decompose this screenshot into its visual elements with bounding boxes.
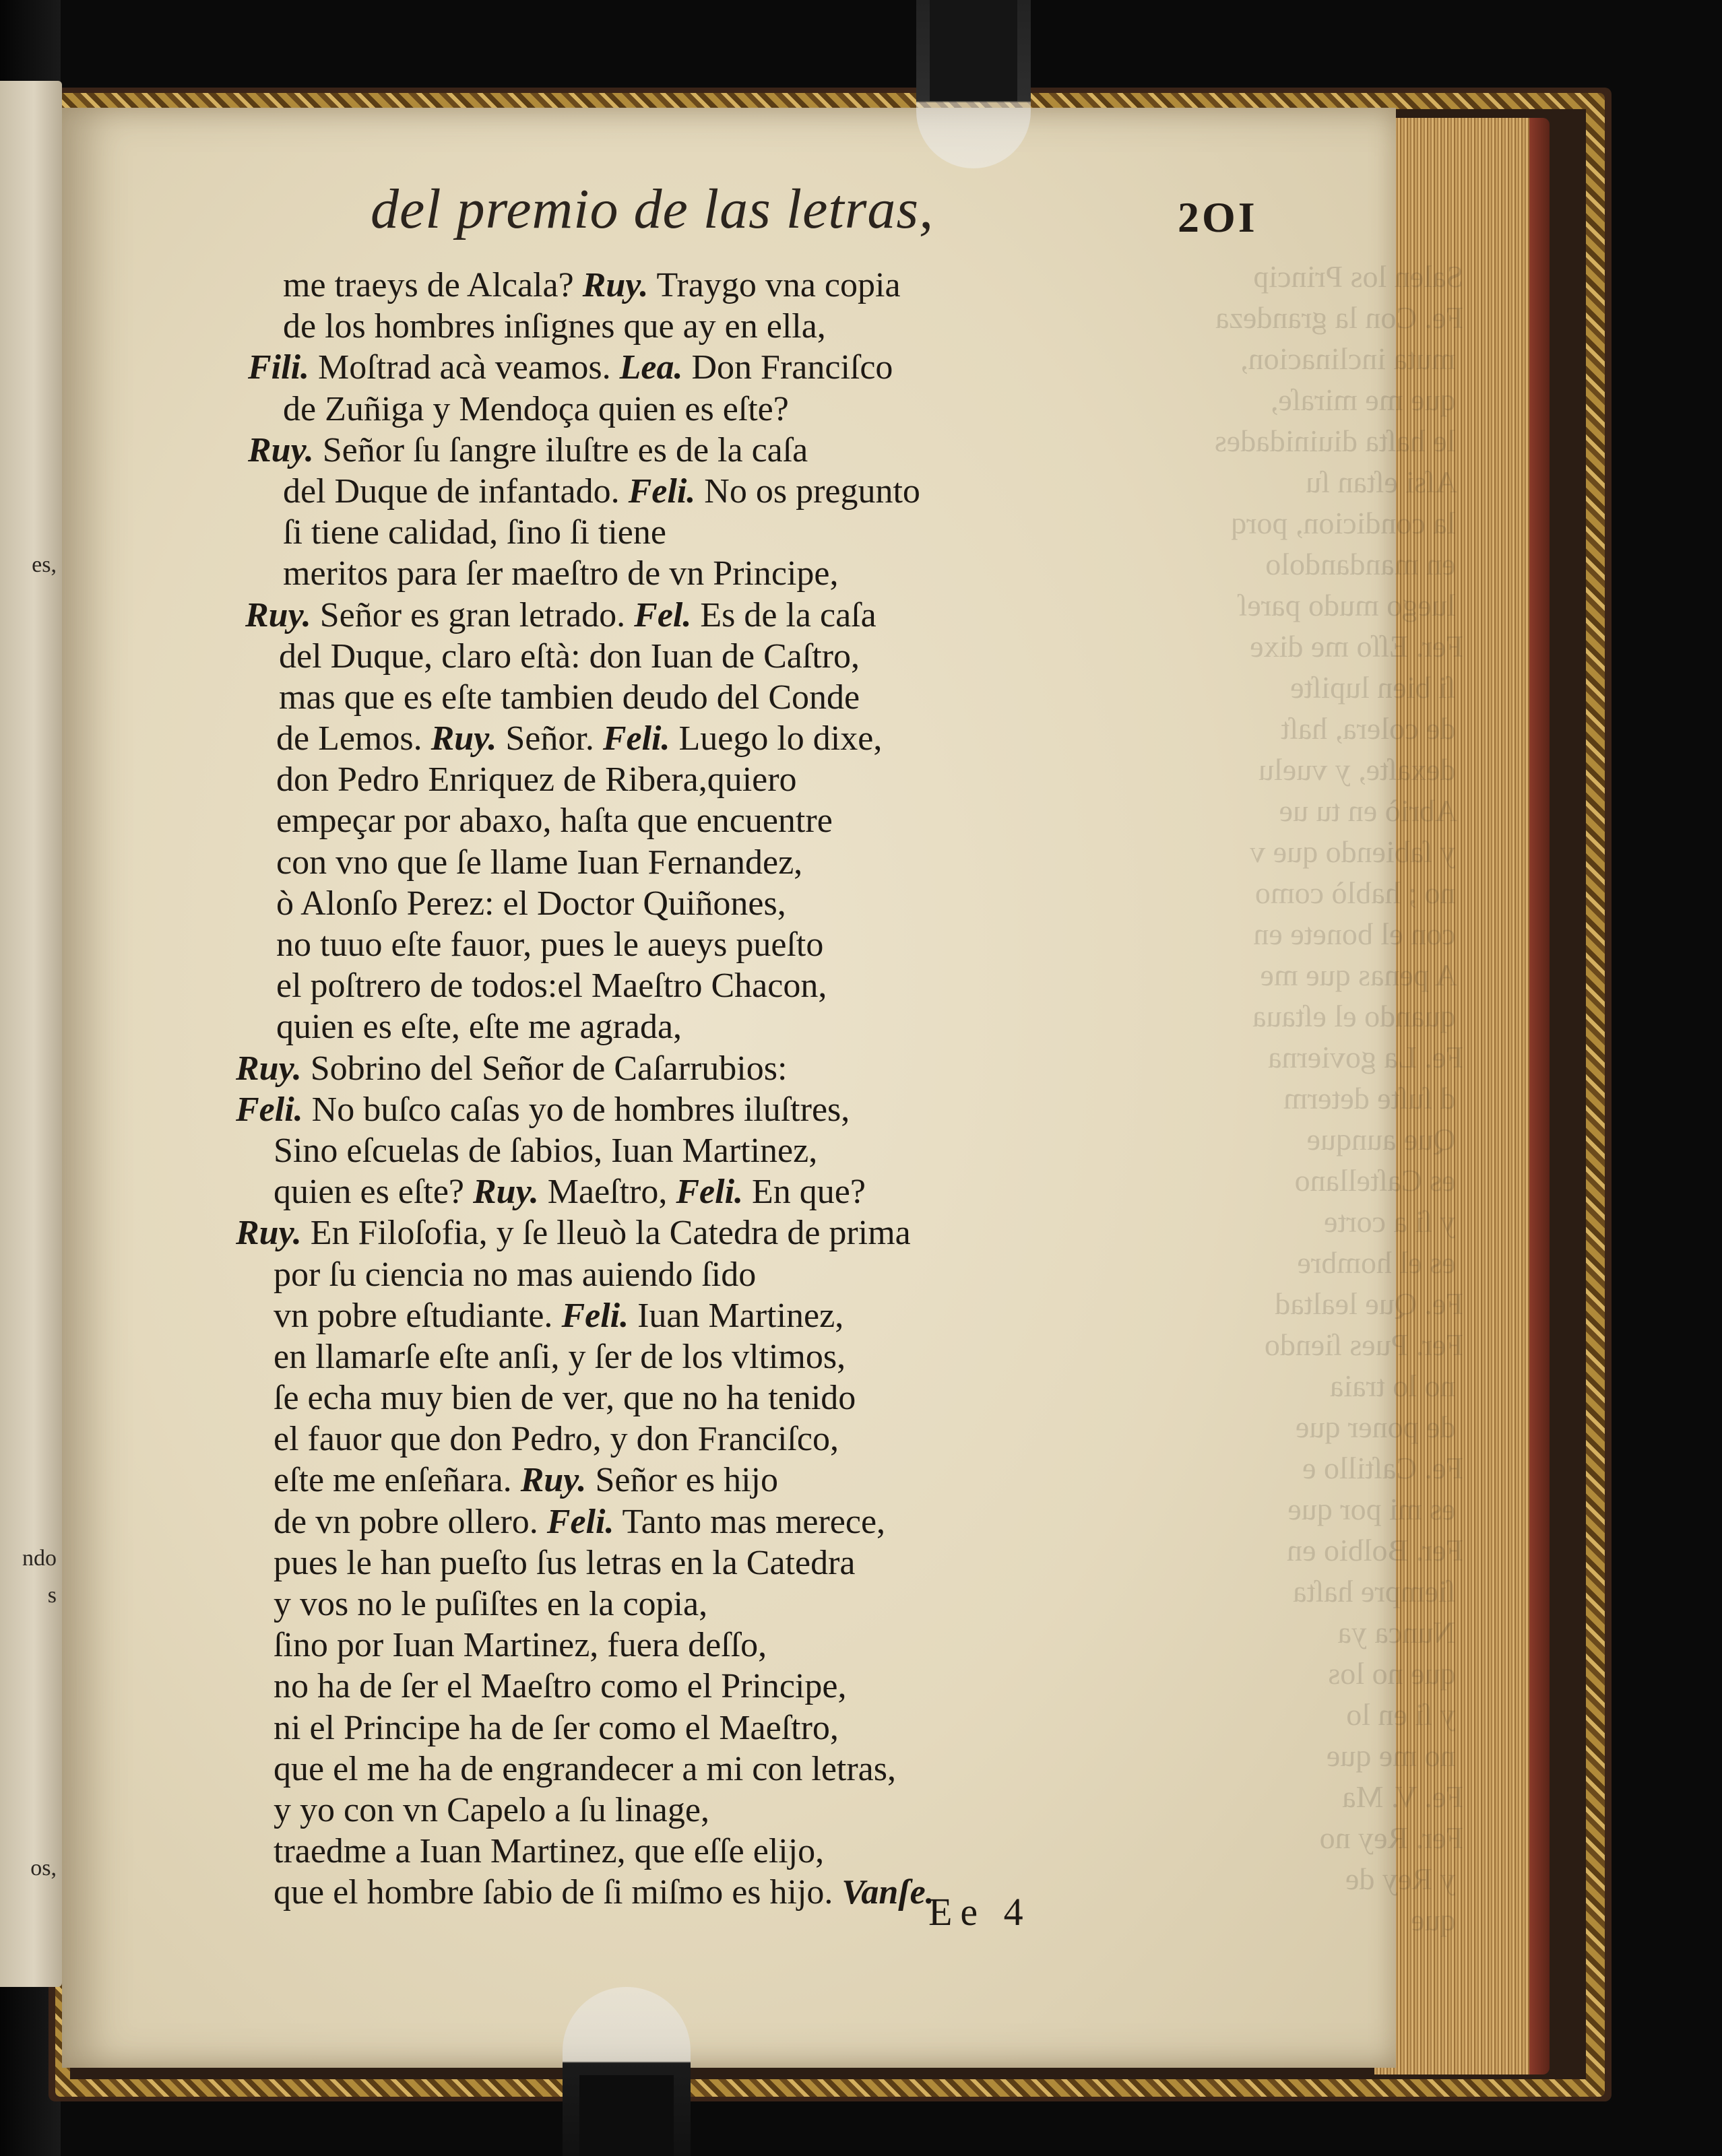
line-text: no tuuo eſte fauor, pues le aueys pueſto [276, 925, 824, 964]
line-text: Don Franciſco [682, 348, 893, 387]
line-text: en llamarſe eſte anſi, y ſer de los vltimos, [274, 1337, 846, 1376]
left-page-fragment: s [47, 1583, 57, 1608]
line-text: de vn pobre ollero. [274, 1502, 547, 1541]
line-text: ſino por Iuan Martinez, fuera deſſo, [274, 1626, 767, 1665]
text-line [234, 265, 1029, 306]
line-text: ſi tiene calidad, ſino ſi tiene [283, 513, 666, 552]
line-text: del Duque de infantado. [283, 471, 629, 511]
text-line [234, 1460, 1029, 1501]
line-text: que el me ha de engrandecer a mi con letras, [274, 1749, 896, 1788]
speaker-label: Ruy. [245, 595, 311, 634]
text-line [234, 1501, 1029, 1542]
line-text: el fauor que don Pedro, y don Franciſco, [274, 1420, 839, 1459]
speaker-label: Ruy. [248, 430, 314, 469]
text-line [234, 1006, 1029, 1047]
page-number: 2OI [1178, 193, 1258, 241]
line-text: Señor ſu ſangre iluſtre es de la caſa [313, 430, 808, 469]
line-text: meritos para ſer maeſtro de vn Principe, [283, 554, 839, 593]
line-text: vn pobre eſtudiante. [274, 1296, 562, 1335]
signature-mark: Ee 4 [928, 1890, 1031, 1934]
text-line [234, 718, 1029, 759]
speaker-label: Fili. [248, 348, 310, 387]
text-block [234, 265, 1029, 1914]
line-text: Sino eſcuelas de ſabios, Iuan Martinez, [274, 1131, 818, 1170]
text-line [234, 1418, 1029, 1460]
line-text: y yo con vn Capelo a ſu linage, [274, 1790, 709, 1829]
text-line [234, 306, 1029, 347]
line-text: que el hombre ſabio de ſi miſmo es hijo. [274, 1873, 842, 1912]
line-text: no ha de ſer el Maeſtro como el Principe, [274, 1667, 847, 1706]
text-line [234, 1212, 1029, 1253]
speaker-label: Feli. [561, 1296, 629, 1335]
text-line [234, 883, 1029, 924]
line-text: Tanto mas merece, [614, 1502, 886, 1541]
speaker-label: Lea. [619, 348, 683, 387]
line-text: de los hombres inſignes que ay en ella, [283, 307, 826, 346]
text-line [234, 347, 1029, 388]
speaker-label: Ruy. [520, 1461, 587, 1500]
line-text: No os pregunto [695, 471, 920, 511]
line-text: quien es eſte, eſte me agrada, [276, 1008, 682, 1047]
running-head: del premio de las letras, [371, 178, 934, 240]
speaker-label: Ruy. [236, 1049, 302, 1088]
text-line [234, 1583, 1029, 1625]
line-text: Señor. [497, 719, 603, 758]
line-text: por ſu ciencia no mas auiendo ſido [274, 1255, 757, 1294]
text-line [234, 512, 1029, 553]
text-line [234, 1790, 1029, 1831]
line-text: el poſtrero de todos:el Maeſtro Chacon, [276, 967, 827, 1006]
left-page-fragment: ndo [22, 1546, 57, 1571]
line-text: de Zuñiga y Mendoça quien es eſte? [283, 389, 789, 428]
left-page-fragment: es, [32, 552, 57, 577]
text-line [234, 842, 1029, 883]
text-line [234, 636, 1029, 677]
speaker-label: Vanſe. [841, 1873, 934, 1912]
line-text: Sobrino del Señor de Caſarrubios: [301, 1049, 788, 1088]
line-text: y vos no le puſiſtes en la copia, [274, 1585, 708, 1623]
speaker-label: Ruy. [472, 1173, 539, 1212]
line-text: Luego lo dixe, [670, 719, 883, 758]
text-line [234, 924, 1029, 965]
top-page-clip [916, 0, 1031, 168]
speaker-label: Ruy. [582, 266, 649, 304]
text-line [234, 1749, 1029, 1790]
line-text: Señor es hijo [586, 1461, 778, 1500]
line-text: don Pedro Enriquez de Ribera,quiero [276, 760, 797, 799]
line-text: empeçar por abaxo, haſta que encuentre [276, 802, 833, 841]
text-line [234, 1872, 1029, 1913]
text-line [234, 1625, 1029, 1666]
line-text: Señor es gran letrado. [311, 595, 635, 634]
text-line [234, 1130, 1029, 1171]
line-text: Iuan Martinez, [629, 1296, 844, 1335]
line-text: con vno que ſe llame Iuan Fernandez, [276, 843, 803, 882]
line-text: En que? [743, 1173, 866, 1212]
speaker-label: Ruy. [430, 719, 497, 758]
speaker-label: Feli. [628, 471, 696, 511]
text-line [234, 471, 1029, 512]
speaker-label: Feli. [676, 1173, 744, 1212]
text-line [234, 430, 1029, 471]
line-text: traedme a Iuan Martinez, que eſſe elijo, [274, 1832, 825, 1871]
speaker-label: Fel. [634, 595, 692, 634]
text-line [234, 1707, 1029, 1749]
text-line [234, 759, 1029, 800]
speaker-label: Feli. [602, 719, 670, 758]
bottom-page-clip [563, 1987, 691, 2156]
line-text: del Duque, claro eſtà: don Iuan de Caſtro, [279, 636, 860, 676]
text-line [234, 1666, 1029, 1707]
text-line [234, 595, 1029, 636]
bottom-clip-stem [579, 2075, 674, 2156]
speaker-label: Ruy. [236, 1214, 302, 1253]
top-clip-stem [930, 0, 1017, 101]
line-text: de Lemos. [276, 719, 431, 758]
text-line [234, 1831, 1029, 1872]
text-line [234, 389, 1029, 430]
red-edge-band [1529, 118, 1550, 2075]
speaker-label: Feli. [546, 1502, 614, 1541]
line-text: En Filoſofia, y ſe lleuò la Catedra de prima [301, 1214, 911, 1253]
line-text: me traeys de Alcala? [283, 266, 583, 304]
text-line [234, 800, 1029, 841]
text-line [234, 1254, 1029, 1295]
speaker-label: Feli. [236, 1090, 303, 1129]
line-text: Moſtrad acà veamos. [309, 348, 620, 387]
text-line [234, 1295, 1029, 1336]
text-line [234, 1089, 1029, 1130]
text-line [234, 553, 1029, 594]
text-line [234, 1048, 1029, 1089]
left-page-fragment: os, [30, 1856, 57, 1881]
text-line [234, 677, 1029, 718]
text-line [234, 1336, 1029, 1377]
line-text: Es de la caſa [691, 595, 876, 634]
bleed-through-text: Salen los Princip Fe. Con la grandeza muta inclinacion, que me miraſe, le haſta diuinidades Aſsi eſtan ſu la condicion, porq en mandandolo luego mudo pareſ Fer. Eſſo me dixe ſi bien lupiſte de colera, haſt dexaſte, y vuelu Abriò en tu ue y ſabiendo que v no ; hablò como con el bonete en A penas que me quando el eſtaua Fe. La govierna d ſuſte determ Que aunque es Caſtellano y ſi a corte es el hombre Fe. Que lealtad Fer. Pues ſiendo no lo traia de poner que Fe. Caſtillo e es mi por que Fer. Bolbio en ſiempre haſta Nunca ya que no los y ſi en lo no me que Fe. V. Ma Fer. Rey no y Rey de que [1214, 259, 1463, 1937]
text-line [234, 1171, 1029, 1212]
line-text: ò Alonſo Perez: el Doctor Quiñones, [276, 884, 786, 923]
text-line [234, 1542, 1029, 1583]
facing-page-edge [0, 81, 62, 1987]
line-text: eſte me enſeñara. [274, 1461, 521, 1500]
line-text: quien es eſte? [274, 1173, 473, 1212]
line-text: pues le han pueſto ſus letras en la Catedra [274, 1543, 856, 1582]
line-text: Traygo vna copia [648, 266, 901, 304]
text-line [234, 1377, 1029, 1418]
line-text: ni el Principe ha de ſer como el Maeſtro, [274, 1708, 839, 1747]
line-text: mas que es eſte tambien deudo del Conde [279, 678, 860, 717]
text-line [234, 965, 1029, 1006]
line-text: ſe echa muy bien de ver, que no ha tenido [274, 1379, 856, 1418]
line-text: No buſco caſas yo de hombres iluſtres, [302, 1090, 850, 1129]
line-text: Maeſtro, [538, 1173, 676, 1212]
